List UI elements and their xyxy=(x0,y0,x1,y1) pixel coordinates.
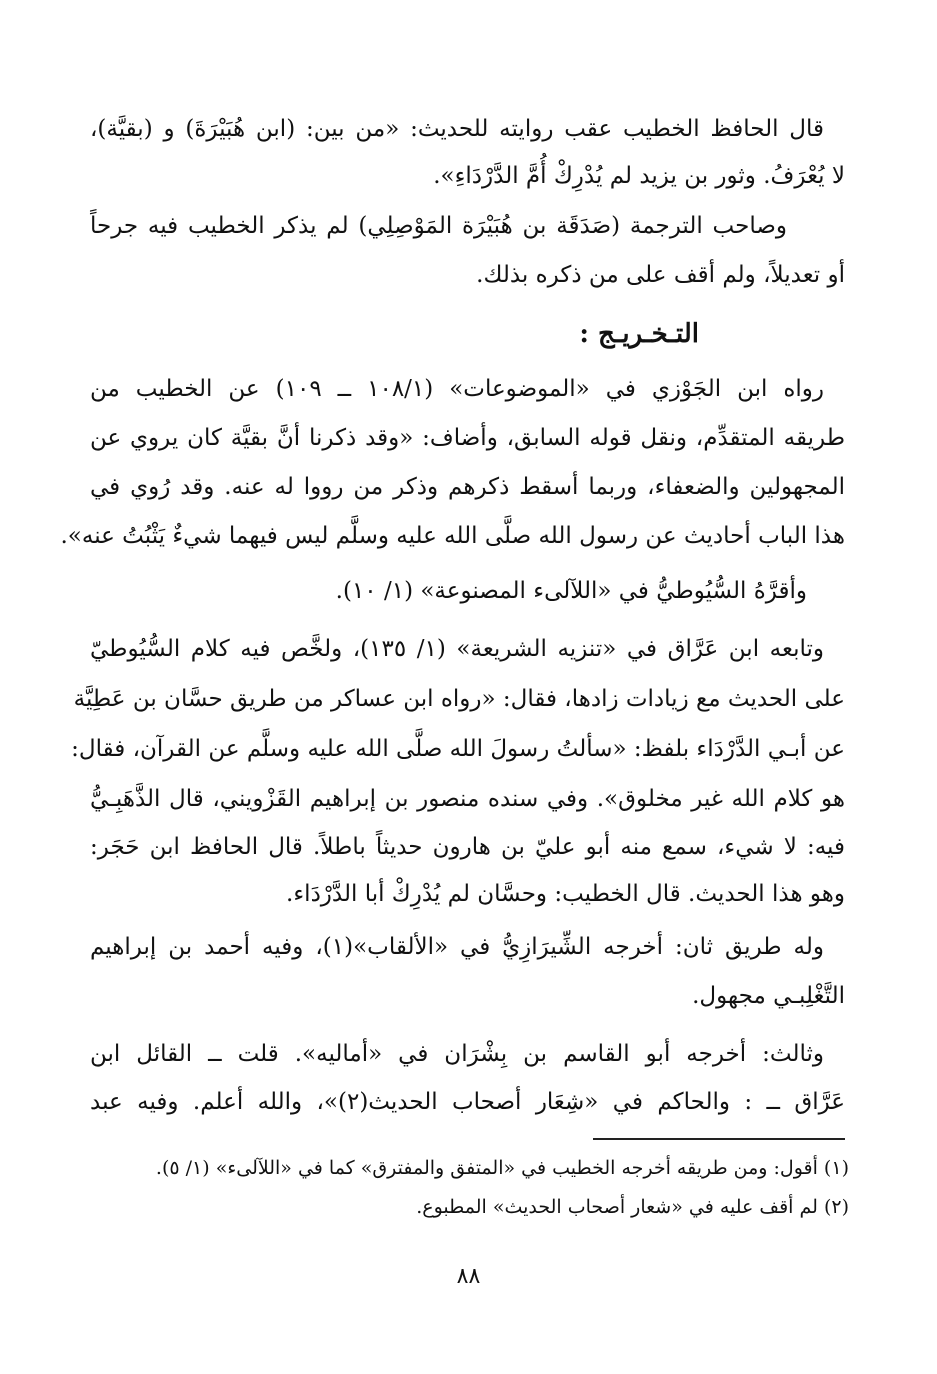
paragraph-line: لا يُعْرَفُ. وثور بن يزيد لم يُدْرِكْ أُمَّ الدَّرْدَاءِ». xyxy=(433,163,845,189)
paragraph-line: على الحديث مع زيادات زادها، فقال: «رواه ابن عساكر من طريق حسَّان بن عَطِيَّة xyxy=(73,686,845,712)
paragraph-line: فيه: لا شيء، سمع منه أبو عليّ بن هارون حديثاً باطلاً. قال الحافظ ابن حَجَر: xyxy=(90,834,845,860)
paragraph-line: عَرَّاق ــ : والحاكم في «شِعَار أصحاب الحديث(٢)»، والله أعلم. وفيه عبد xyxy=(90,1089,846,1115)
paragraph-line: قال الحافظ الخطيب عقب روايته للحديث: «من بين: (ابن هُبَيْرَةَ) و (بقيَّة)، xyxy=(90,116,824,142)
paragraph-line: وصاحب الترجمة (صَدَقَة بن هُبَيْرَة المَوْصِلِي) لم يذكر الخطيب فيه جرحاً xyxy=(90,213,787,239)
paragraph-line: طريقه المتقدِّم، ونقل قوله السابق، وأضاف: «وقد ذكرنا أنَّ بقيَّة كان يروي عن xyxy=(90,425,845,451)
paragraph-line: وهو هذا الحديث. قال الخطيب: وحسَّان لم يُدْرِكْ أبا الدَّرْدَاء. xyxy=(286,881,845,907)
paragraph-line: وأقرَّهُ السُّيُوطيُّ في «اللآلىء المصنوعة» (١/ ١٠). xyxy=(335,578,807,604)
paragraph-line: التَّغْلِبـي مجهول. xyxy=(692,983,845,1009)
footnote: (١) أقول: ومن طريقه أخرجه الخطيب في «المتفق والمفترق» كما في «اللآلىء» (١/ ٥). xyxy=(155,1157,849,1179)
paragraph-line: المجهولين والضعفاء، وربما أسقط ذكرهم وذكر من رووا له عنه. وقد رُوي في xyxy=(90,474,845,500)
paragraph-line: عن أبـي الدَّرْدَاء بلفظ: «سألتُ رسولَ الله صلَّى الله عليه وسلَّم عن القرآن، فقال: xyxy=(71,736,845,762)
page-number: ٨٨ xyxy=(456,1264,481,1289)
paragraph-line: وله طريق ثان: أخرجه الشِّيرَازِيُّ في «الألقاب»(١)، وفيه أحمد بن إبراهيم xyxy=(90,934,824,960)
paragraph-line: أو تعديلاً، ولم أقف على من ذكره بذلك. xyxy=(476,262,845,288)
paragraph-line: هو كلام الله غير مخلوق». وفي سنده منصور بن إبراهيم القَزْويني، قال الذَّهَبِـيُّ xyxy=(90,786,845,812)
section-heading: التـخـريـج : xyxy=(579,319,699,349)
paragraph-line: هذا الباب أحاديث عن رسول الله صلَّى الله عليه وسلَّم ليس فيهما شيءٌ يَثْبُتُ عنه». xyxy=(60,523,845,549)
footnote: (٢) لم أقف عليه في «شعار أصحاب الحديث» المطبوع. xyxy=(416,1196,849,1218)
paragraph-line: وثالث: أخرجه أبو القاسم بن بِشْرَان في «أماليه». قلت ــ القائل ابن xyxy=(90,1041,824,1067)
paragraph-line: رواه ابن الجَوْزي في «الموضوعات» (١٠٨/١ ــ ١٠٩) عن الخطيب من xyxy=(90,376,825,402)
paragraph-line: وتابعه ابن عَرَّاق في «تنزيه الشريعة» (١/ ١٣٥)، ولخَّص فيه كلام السُّيُوطيّ xyxy=(90,636,824,662)
footnote-separator xyxy=(593,1138,845,1140)
